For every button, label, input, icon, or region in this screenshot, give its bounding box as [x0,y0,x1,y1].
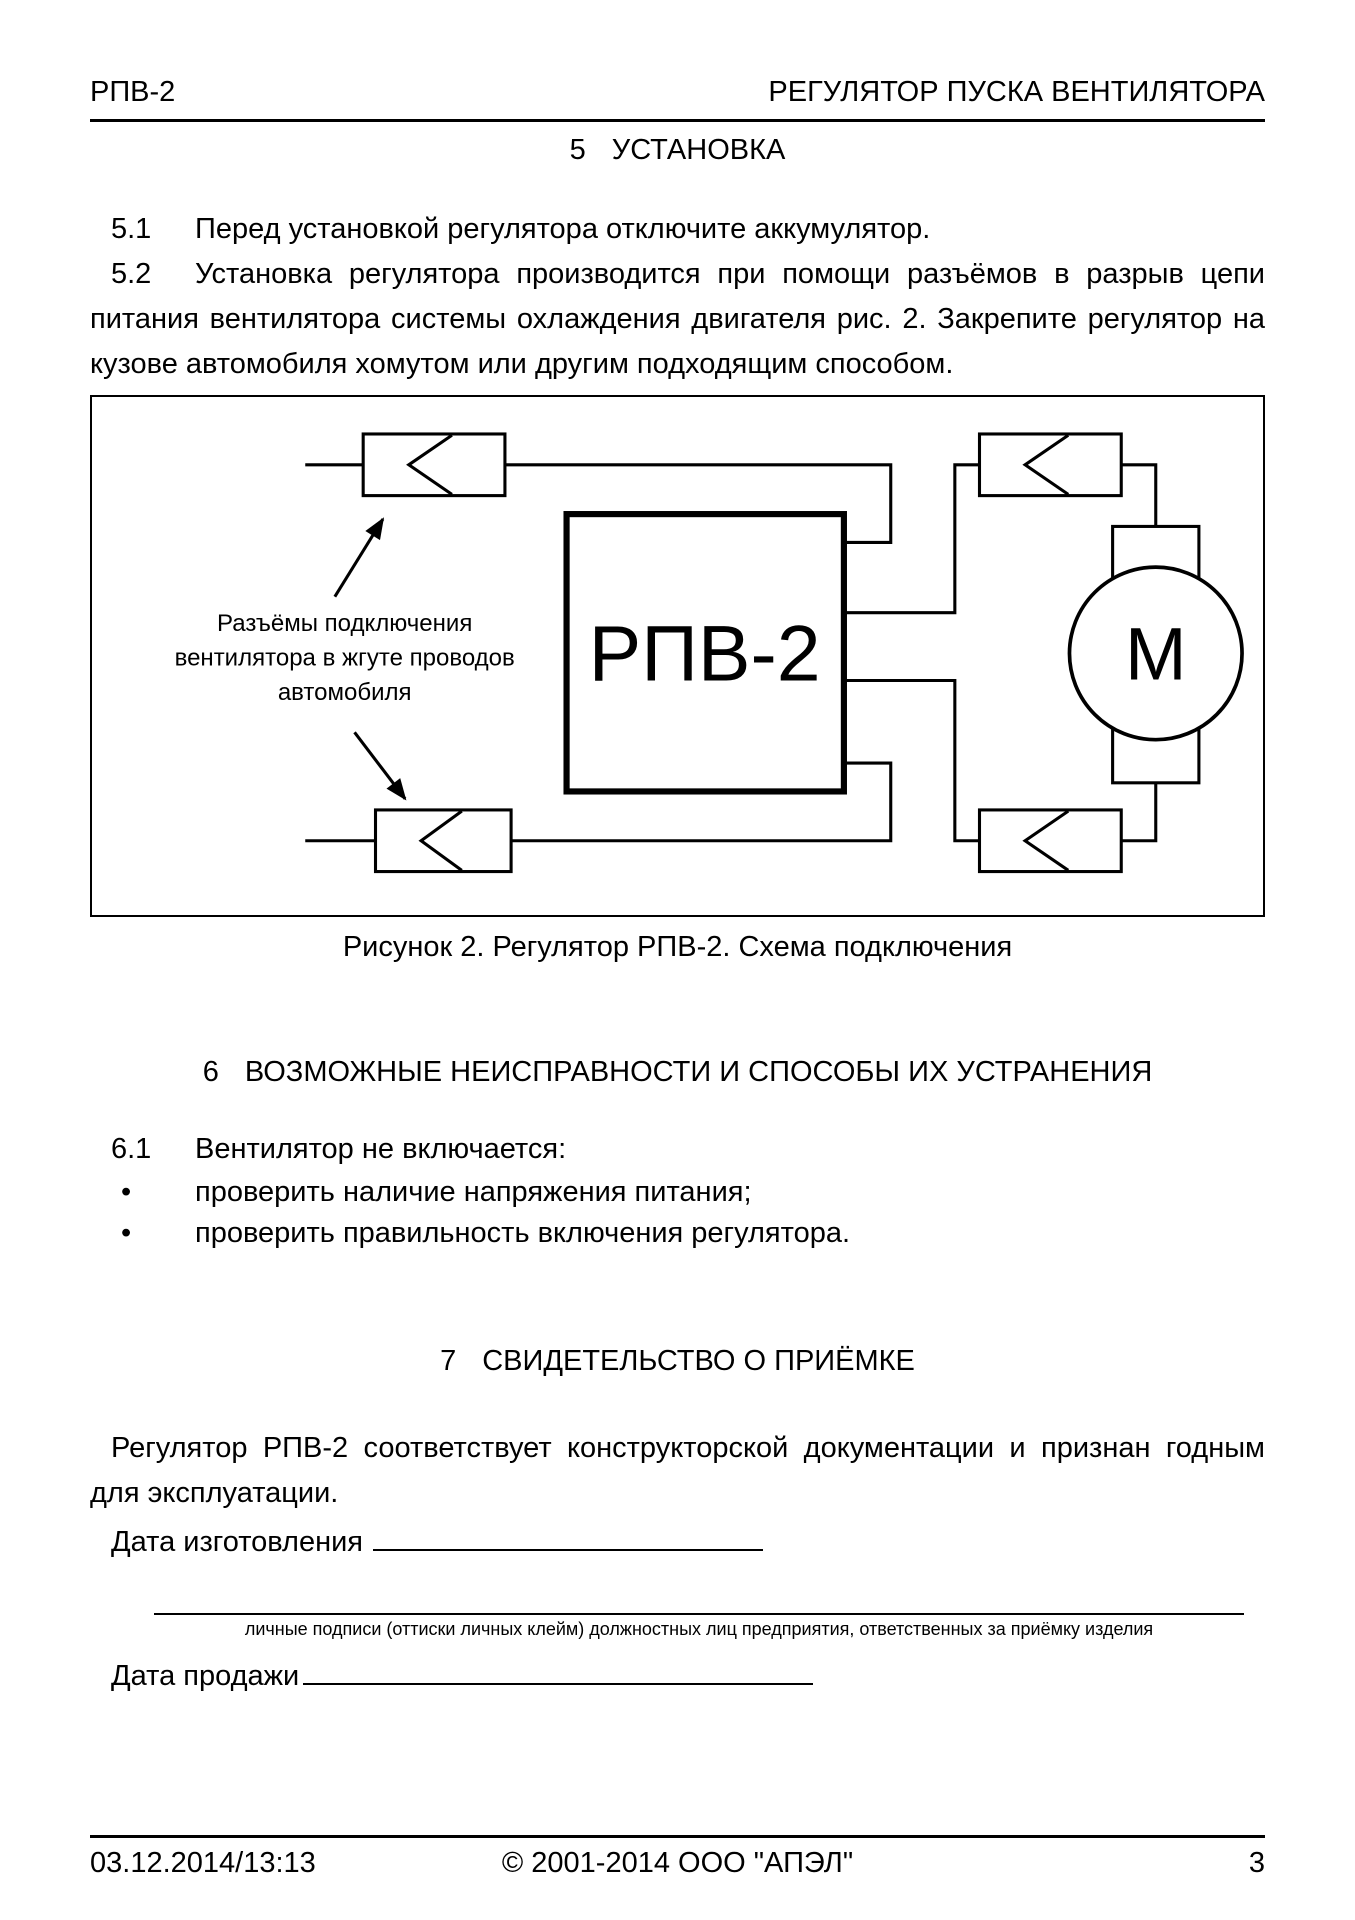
wire-top-right-to-motor [1121,465,1156,527]
acceptance-paragraph: Регулятор РПВ-2 соответствует конструкторской документации и признан годным для эксплуатации. [90,1431,1265,1509]
date-of-manufacture-row [90,1520,1265,1565]
paragraph-5-1 [90,207,1265,252]
paragraph-6-1-number: 6.1 [111,1132,152,1165]
date-of-manufacture-fill-line [373,1522,763,1551]
header-device-name: РПВ-2 [90,76,176,108]
paragraph-5-2 [90,252,1265,387]
wire-device-to-bottom-right [844,681,980,841]
section-6-title [90,1050,1265,1095]
section-7-title-text: СВИДЕТЕЛЬСТВО О ПРИЁМКЕ [482,1344,915,1377]
wire-bottom-right-to-motor [1121,783,1156,841]
connector-note-line-2: вентилятора в жгуте проводов [174,644,515,672]
date-of-sale-row [90,1654,1265,1699]
device-box [567,514,844,791]
fault-list-item [90,1213,1265,1254]
section-7-title [90,1339,1265,1384]
date-of-manufacture-label: Дата изготовления [111,1525,363,1558]
connector-top-left-icon [363,434,505,496]
footer-page-number: 3 [1248,1847,1265,1879]
page-footer [90,1835,1265,1880]
section-5-title-text: УСТАНОВКА [611,134,786,166]
fault-list-item-text: проверить правильность включения регулятора. [195,1216,851,1249]
paragraph-5-2-text: Установка регулятора производится при помощи разъёмов в разрыв цепи питания вентилятора системы охлаждения двигателя рис. 2. Закрепите регулятор на кузове автомобиля хомутом или другим подходящим способом. [90,258,1265,380]
connector-top-right-icon [979,434,1121,496]
paragraph-5-2-number: 5.2 [111,258,152,290]
connector-bottom-left-icon [376,810,512,872]
wire-device-to-top-right [844,465,980,613]
note-arrow-up-icon [335,519,383,597]
connector-note-line-1: Разъёмы подключения [217,610,473,638]
bullet-icon: • [121,1175,132,1208]
connector-note [175,610,515,706]
paragraph-5-1-text: Перед установкой регулятора отключите аккумулятор. [195,213,931,245]
device-label: РПВ-2 [588,609,821,698]
bullet-icon: • [121,1216,132,1249]
paragraph-5-1-number: 5.1 [111,213,152,245]
header-document-title: РЕГУЛЯТОР ПУСКА ВЕНТИЛЯТОРА [768,76,1265,108]
signatures-note: личные подписи (оттиски личных клейм) должностных лиц предприятия, ответственных за приёмку изделия [244,1618,1154,1639]
fault-list-item [90,1172,1265,1213]
fault-list-item-text: проверить наличие напряжения питания; [195,1175,752,1208]
paragraph-6-1 [90,1127,1265,1172]
motor-symbol [1069,526,1242,782]
page-header [90,75,1265,122]
motor-label: М [1124,612,1187,696]
signatures-block [154,1613,1244,1640]
section-5-number: 5 [569,134,586,166]
footer-datetime: 03.12.2014/13:13 [90,1847,316,1879]
note-arrow-down-icon [355,732,406,799]
date-of-sale-fill-line [303,1656,813,1685]
connector-note-line-3: автомобиля [277,679,412,707]
section-7-number: 7 [440,1344,457,1377]
figure-2-caption: Рисунок 2. Регулятор РПВ-2. Схема подключения [342,930,1013,963]
date-of-sale-label: Дата продажи [111,1659,300,1692]
figure-2-frame [90,395,1265,917]
section-6-title-text: ВОЗМОЖНЫЕ НЕИСПРАВНОСТИ И СПОСОБЫ ИХ УСТРАНЕНИЯ [244,1055,1153,1088]
footer-copyright: © 2001-2014 ООО "АПЭЛ" [501,1847,854,1879]
section-6-number: 6 [202,1055,219,1088]
section-5-title [90,128,1265,173]
wiring-diagram [92,397,1263,915]
paragraph-6-1-text: Вентилятор не включается: [195,1132,567,1165]
connector-bottom-right-icon [979,810,1121,872]
